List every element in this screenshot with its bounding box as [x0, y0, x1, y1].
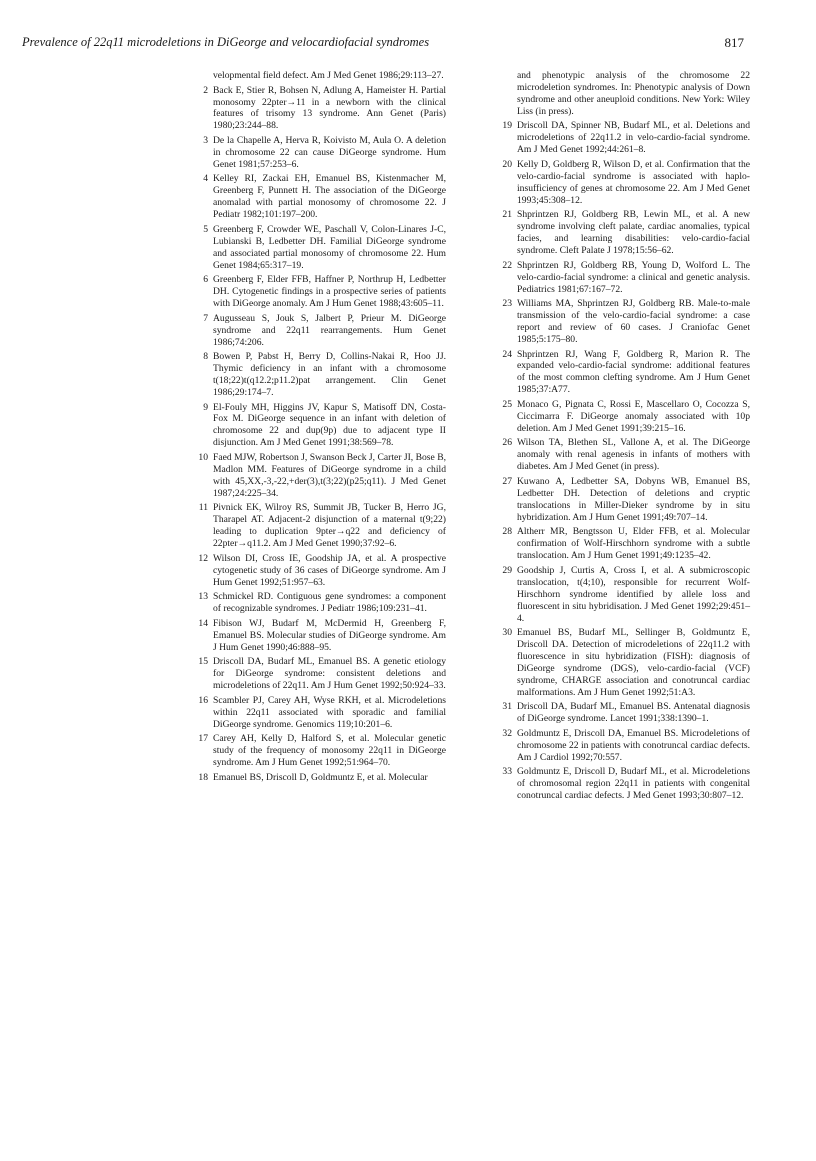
reference-item [194, 695, 446, 731]
reference-item [194, 274, 446, 310]
reference-item [194, 173, 446, 221]
reference-number: 13 [198, 591, 208, 603]
reference-number: 33 [502, 766, 512, 778]
running-title: Prevalence of 22q11 microdeletions in DiGeorge and velocardiofacial syndromes [22, 35, 430, 49]
reference-text: Driscoll DA, Budarf ML, Emanuel BS. A genetic etiology for DiGeorge syndrome: consistent deletions and microdeletions of 22q11. Am J Hum Genet 1992;50:924–33. [213, 656, 446, 692]
reference-number: 22 [502, 259, 512, 271]
reference-number: 2 [203, 84, 208, 96]
reference-text: and phenotypic analysis of the chromosome 22 microdeletion syndromes. In: Phenotypic analysis of Down syndrome and other aneuploid conditions. New York: Wiley Liss (in press). [517, 70, 750, 117]
reference-item [194, 553, 446, 589]
reference-item [498, 120, 750, 156]
reference-text: Fibison WJ, Budarf M, McDermid H, Greenberg F, Emanuel BS. Molecular studies of DiGeorge syndrome. Am J Hum Genet 1990;46:888–95. [213, 617, 446, 653]
reference-item [194, 733, 446, 769]
reference-text: Back E, Stier R, Bohsen N, Adlung A, Hameister H. Partial monosomy 22pter→11 in a newborn with the clinical features of trisomy 13 syndrome. Ann Genet (Paris) 1980;23:244–88. [213, 84, 446, 132]
reference-text: Carey AH, Kelly D, Halford S, et al. Molecular genetic study of the frequency of monosomy 22q11 in DiGeorge syndrome. Am J Hum Genet 1992;51:964–70. [213, 733, 446, 768]
reference-item [498, 209, 750, 257]
reference-number: 25 [502, 398, 512, 410]
reference-number: 16 [198, 694, 208, 706]
reference-item [194, 618, 446, 654]
reference-number: 20 [502, 158, 512, 170]
reference-text: Goldmuntz E, Driscoll D, Budarf ML, et al. Microdeletions of chromosomal region 22q11 in patients with congenital conotruncal cardiac defects. J Med Genet 1993;30:807–12. [517, 766, 750, 802]
reference-number: 17 [198, 733, 208, 745]
reference-number: 10 [198, 451, 208, 463]
reference-text: Greenberg F, Elder FFB, Haffner P, Northrup H, Ledbetter DH. Cytogenetic findings in a prospective series of patients with DiGeorge anomaly. Am J Hum Genet 1988;43:605–11. [213, 274, 446, 310]
reference-item [498, 298, 750, 346]
reference-number: 19 [502, 120, 512, 132]
reference-item [498, 70, 750, 118]
reference-number: 14 [198, 617, 208, 629]
reference-number: 12 [198, 552, 208, 564]
reference-text: Bowen P, Pabst H, Berry D, Collins-Nakai R, Hoo JJ. Thymic deficiency in an infant with a chromosome t(18;22)t(q12.2;p11.2)pat arrangement. Clin Genet 1986;29:174–7. [213, 351, 446, 398]
reference-item [194, 351, 446, 399]
reference-number: 8 [203, 351, 208, 363]
reference-number: 11 [198, 502, 208, 514]
reference-item [194, 502, 446, 550]
reference-item [498, 349, 750, 397]
reference-text: Emanuel BS, Budarf ML, Sellinger B, Goldmuntz E, Driscoll DA. Detection of microdeletions of 22q11.2 with fluorescence in situ hybridization (FISH): diagnosis of DiGeorge syndrome (DGS), velo-cardio-facial (VCF) syndrome, CHARGE association and conotruncal cardiac malformations. Am J Hum Genet 1992;51:A3. [517, 627, 750, 698]
reference-text: Williams MA, Shprintzen RJ, Goldberg RB. Male-to-male transmission of the velo-cardio-facial syndrome: a case report and review of 60 cases. J Craniofac Genet 1985;5:175–80. [517, 298, 750, 345]
references-right-column [498, 70, 750, 805]
reference-item [194, 135, 446, 171]
reference-text: Shprintzen RJ, Goldberg RB, Lewin ML, et al. A new syndrome involving cleft palate, cardiac anomalies, typical facies, and learning disabilities: velo-cardio-facial syndrome. Cleft Palate J 1978;15:56–62. [517, 209, 750, 257]
reference-number: 7 [203, 312, 208, 324]
reference-number: 21 [502, 209, 512, 221]
reference-number: 15 [198, 656, 208, 668]
reference-text: Faed MJW, Robertson J, Swanson Beck J, Carter JI, Bose B, Madlon MM. Features of DiGeorge syndrome in a child with 45,XX,-3,-22,+der(3),t(3;22)(p25;q11). J Med Genet 1987;24:225–34. [213, 451, 446, 499]
reference-item [194, 224, 446, 272]
reference-item [498, 565, 750, 625]
reference-item [498, 437, 750, 473]
references-left-column [194, 70, 446, 786]
reference-item [194, 70, 446, 82]
reference-number: 6 [203, 274, 208, 286]
reference-item [194, 591, 446, 615]
reference-number: 23 [502, 298, 512, 310]
reference-item [498, 159, 750, 207]
reference-number: 9 [203, 401, 208, 413]
reference-text: Driscoll DA, Spinner NB, Budarf ML, et al. Deletions and microdeletions of 22q11.2 in velo-cardio-facial syndrome. Am J Med Genet 1992;44:261–8. [517, 120, 750, 156]
reference-number: 3 [203, 134, 208, 146]
reference-text: Shprintzen RJ, Wang F, Goldberg R, Marion R. The expanded velo-cardio-facial syndrome: additional features of the most common clefting syndrome. Am J Hum Genet 1985;37:A77. [517, 348, 750, 396]
reference-item [498, 728, 750, 764]
reference-text: Greenberg F, Crowder WE, Paschall V, Colon-Linares J-C, Lubianski B, Ledbetter DH. Familial DiGeorge syndrome and associated partial monosomy of chromosome 22. Hum Genet 1984;65:317–19. [213, 223, 446, 271]
reference-text: Augusseau S, Jouk S, Jalbert P, Prieur M. DiGeorge syndrome and 22q11 rearrangements. Hum Genet 1986;74:206. [213, 312, 446, 348]
reference-number: 29 [502, 564, 512, 576]
reference-text: El-Fouly MH, Higgins JV, Kapur S, Matisoff DN, Costa-Fox M. DiGeorge sequence in an infant with deletion of chromosome 22 and dup(9p) due to adjacent type II disjunction. Am J Med Genet 1991;38:569–78. [213, 401, 446, 449]
reference-text: velopmental field defect. Am J Med Genet 1986;29:113–27. [213, 70, 444, 81]
reference-text: Wilson TA, Blethen SL, Vallone A, et al. The DiGeorge anomaly with renal agenesis in infants of mothers with diabetes. Am J Med Genet (in press). [517, 437, 750, 473]
reference-text: Goldmuntz E, Driscoll DA, Emanuel BS. Microdeletions of chromosome 22 in patients with conotruncal cardiac defects. Am J Cardiol 1992;70:557. [517, 727, 750, 763]
reference-text: Goodship J, Curtis A, Cross I, et al. A submicroscopic translocation, t(4;10), responsible for recurrent Wolf-Hirschhorn syndrome identified by allele loss and fluorescent in situ hybridisation. J Med Genet 1992;29:451–4. [517, 564, 750, 624]
reference-number: 30 [502, 627, 512, 639]
reference-item [194, 656, 446, 692]
reference-text: Kelley RI, Zackai EH, Emanuel BS, Kistenmacher M, Greenberg F, Punnett H. The association of the DiGeorge anomalad with partial monosomy of chromosome 22. J Pediatr 1982;101:197–200. [213, 173, 446, 221]
reference-item [194, 85, 446, 133]
reference-item [498, 476, 750, 524]
reference-text: Emanuel BS, Driscoll D, Goldmuntz E, et al. Molecular [213, 771, 428, 783]
reference-text: De la Chapelle A, Herva R, Koivisto M, Aula O. A deletion in chromosome 22 can cause DiGeorge syndrome. Hum Genet 1981;57:253–6. [213, 134, 446, 170]
reference-number: 32 [502, 727, 512, 739]
reference-text: Monaco G, Pignata C, Rossi E, Mascellaro O, Cocozza S, Ciccimarra F. DiGeorge anomaly associated with 10p deletion. Am J Med Genet 1991;39:215–16. [517, 398, 750, 434]
reference-number: 18 [198, 771, 208, 783]
reference-item [498, 526, 750, 562]
reference-item [498, 766, 750, 802]
reference-text: Kelly D, Goldberg R, Wilson D, et al. Confirmation that the velo-cardio-facial syndrome is associated with haplo-insufficiency of genes at chromosome 22. Am J Med Genet 1993;45:308–12. [517, 158, 750, 206]
reference-text: Altherr MR, Bengtsson U, Elder FFB, et al. Molecular confirmation of Wolf-Hirschhorn syndrome with a subtle translocation. Am J Hum Genet 1991;49:1235–42. [517, 526, 750, 562]
reference-number: 31 [502, 701, 512, 713]
reference-number: 24 [502, 348, 512, 360]
reference-number: 26 [502, 437, 512, 449]
reference-text: Shprintzen RJ, Goldberg RB, Young D, Wolford L. The velo-cardio-facial syndrome: a clinical and genetic analysis. Pediatrics 1981;67:167–72. [517, 259, 750, 295]
reference-text: Kuwano A, Ledbetter SA, Dobyns WB, Emanuel BS, Ledbetter DH. Detection of deletions and cryptic translocations in Miller-Dieker syndrome by in situ hybridization. Am J Hum Genet 1991;49:707–14. [517, 475, 750, 523]
reference-number: 5 [203, 223, 208, 235]
reference-item [194, 452, 446, 500]
reference-item [498, 627, 750, 699]
page-number: 817 [724, 35, 744, 50]
reference-text: Wilson DI, Cross IE, Goodship JA, et al. A prospective cytogenetic study of 36 cases of DiGeorge syndrome. Am J Hum Genet 1992;51:957–63. [213, 552, 446, 588]
reference-number: 4 [203, 173, 208, 185]
reference-item [194, 772, 446, 784]
reference-number: 27 [502, 475, 512, 487]
reference-item [498, 260, 750, 296]
reference-text: Pivnick EK, Wilroy RS, Summit JB, Tucker B, Herro JG, Tharapel AT. Adjacent-2 disjunction of a maternal t(9;22) leading to duplication 9pter→q22 and deficiency of 22pter→q11.2. Am J Med Genet 1990;37:92–6. [213, 502, 446, 550]
reference-text: Schmickel RD. Contiguous gene syndromes: a component of recognizable syndromes. J Pediatr 1986;109:231–41. [213, 591, 446, 615]
reference-item [498, 701, 750, 725]
reference-item [194, 402, 446, 450]
reference-text: Scambler PJ, Carey AH, Wyse RKH, et al. Microdeletions within 22q11 associated with sporadic and familial DiGeorge syndrome. Genomics 119;10:201–6. [213, 694, 446, 730]
running-header [22, 35, 744, 55]
reference-text: Driscoll DA, Budarf ML, Emanuel BS. Antenatal diagnosis of DiGeorge syndrome. Lancet 1991;338:1390–1. [517, 701, 750, 725]
reference-number: 28 [502, 526, 512, 538]
reference-item [498, 399, 750, 435]
reference-item [194, 313, 446, 349]
